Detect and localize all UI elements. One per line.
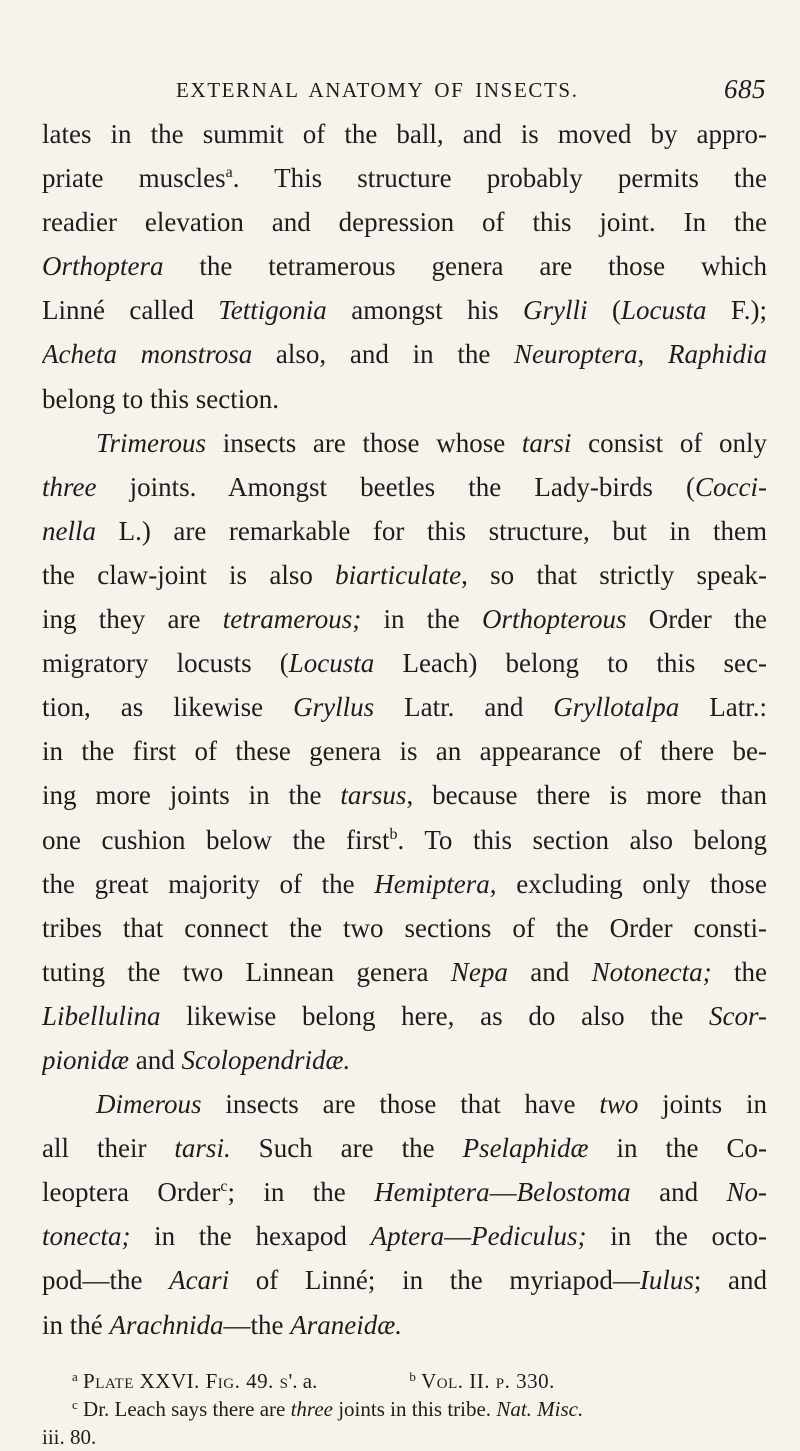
text-line: tonecta; in the hexapod Aptera—Pediculus; in the octo- [42,1221,767,1252]
text-line: Orthoptera the tetramerous genera are those which [42,251,767,282]
text-line: nella L.) are remarkable for this structure, but in them [42,515,767,546]
footnote-ref-a[interactable]: a [225,164,233,182]
footnote-marker: a [72,1369,78,1384]
text-line: migratory locusts (Locusta Leach) belong to this sec- [42,648,767,679]
text-line: in thé Arachnida—the Araneidæ. [42,1309,402,1340]
text-line: leoptera Order$^c$; in the Hemiptera—Belostoma and No- [42,1177,767,1208]
text-line: pionidæ and Scolopendridæ. [42,1044,351,1075]
text-line: tribes that connect the two sections of the Order consti- [42,912,767,943]
text-line: all their tarsi. Such are the Pselaphidæ in the Co- [42,1133,767,1164]
footnote-marker: b [409,1369,416,1384]
text-line: Linné called Tettigonia amongst his Grylli (Locusta F.); [42,295,767,326]
text-line: ing they are tetramerous; in the Orthopterous Order the [42,604,767,635]
text-line: ing more joints in the tarsus, because there is more than [42,780,767,811]
text-line: the claw-joint is also biarticulate, so that strictly speak- [42,559,767,590]
footnote-line: $^c$ Dr. Leach says there are three joints in this tribe. Nat. Misc. [72,1397,584,1421]
text-line: Acheta monstrosa also, and in the Neuroptera, Raphidia [42,339,767,370]
body-text [42,112,767,1347]
footnote-ref-b[interactable]: b [389,825,398,843]
page-number: 685 [724,74,766,104]
running-header [176,64,776,104]
footnote-marker: c [72,1397,78,1412]
text-line: tion, as likewise Gryllus Latr. and Gryllotalpa Latr.: [42,692,767,723]
footnotes [42,1367,767,1451]
text-line: pod—the Acari of Linné; in the myriapod—Iulus; and [42,1265,767,1296]
text-line: three joints. Amongst beetles the Lady-birds (Cocci- [42,471,767,502]
text-line: priate muscles$^a$. This structure probably permits the [42,163,767,194]
text-line: belong to this section. [42,383,279,414]
text-line: Dimerous insects are those that have two joints in [96,1089,767,1120]
footnote-line: iii. 80. [42,1425,97,1449]
footnote-ref-c[interactable]: c [220,1178,228,1196]
text-line: Libellulina likewise belong here, as do also the Scor- [42,1000,767,1031]
text-line: the great majority of the Hemiptera, excluding only those [42,868,767,899]
text-line: Trimerous insects are those whose tarsi consist of only [96,427,767,458]
text-line: one cushion below the first$^b$. To this section also belong [42,824,767,855]
text-line: readier elevation and depression of this joint. In the [42,207,767,238]
footnote-line: $^a$ Plate XXVI. Fig. 49. s'. a. $^b$ Vol. II. p. 330. [72,1369,555,1393]
text-line: tuting the two Linnean genera Nepa and Notonecta; the [42,956,767,987]
text-line: in the first of these genera is an appearance of there be- [42,736,767,767]
text-line: lates in the summit of the ball, and is moved by appro- [42,119,767,149]
running-title: EXTERNAL ANATOMY OF INSECTS. [176,78,579,102]
